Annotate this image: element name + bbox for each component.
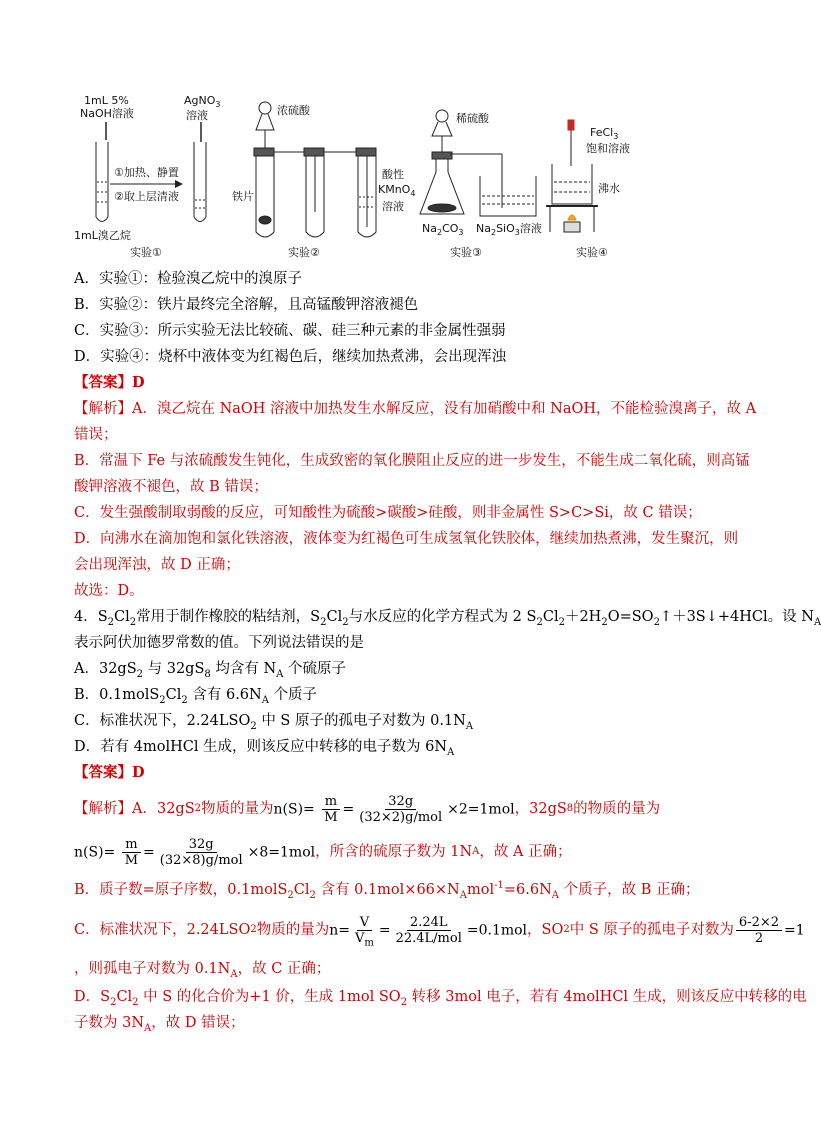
- q3-explanation-a-line1: 【解析】A．溴乙烷在 NaOH 溶液中加热发生水解反应，没有加硝酸中和 NaOH，不能检验溴离子，故 A: [74, 401, 757, 417]
- label-agno3: AgNO$_3$: [184, 94, 221, 109]
- label-dil-h2so4: 稀硫酸: [456, 112, 489, 125]
- label-iron: 铁片: [232, 190, 254, 203]
- label-exp-4: 实验④: [576, 246, 608, 259]
- q4-stem-line1: 4．$S_2Cl_2$常用于制作橡胶的粘结剂，$S_2Cl_2$与水反应的化学方程式为 2 $S_2Cl_2+2H_2O=SO_2↑+3S↓+4HCl$。设 $N_A$: [74, 609, 821, 628]
- formula-lone-pair: $\frac{6-2\times 2}{2}$ =1: [734, 915, 805, 946]
- label-acid: 酸性: [382, 168, 404, 181]
- q4-option-d: D．若有 4molHCl 生成，则该反应中转移的电子数为 $6N_A$: [74, 739, 455, 758]
- q4-option-c: C．标准状况下，$2.24LSO_2$ 中 S 原子的孤电子对数为 $0.1N_A$: [74, 713, 474, 732]
- apparatus-figure: [70, 92, 730, 264]
- label-kmno4: KMnO$_4$: [378, 183, 416, 198]
- q4-option-b: B．$0.1molS_2Cl_2$ 含有 $6.6N_A$ 个质子: [74, 687, 318, 706]
- q4-explanation-a-line2: n(S)= $\frac{m}{M}$ = $\frac{32g}{\text{(32×8)g/mol}}$ ×8=1mol ，所含的硫原子数为 1N A ，故 A 正确；: [74, 836, 572, 868]
- label-bromoethane: 1mL溴乙烷: [74, 229, 131, 242]
- experiment-diagram: [70, 92, 730, 264]
- q4-option-a: A．$32gS_2$ 与 $32gS_8$ 均含有 $N_A$ 个硫原子: [74, 661, 347, 680]
- q3-option-d: D．实验④：烧杯中液体变为红褐色后，继续加热煮沸，会出现浑浊: [74, 349, 507, 365]
- label-na2co3: $Na_2CO_3$: [422, 222, 464, 237]
- experiment-3-apparatus: [420, 110, 536, 216]
- label-exp-2: 实验②: [288, 246, 320, 259]
- q3-explanation-b-line2: 酸钾溶液不褪色，故 B 错误；: [74, 479, 268, 495]
- label-naoh: 1mL 5%: [84, 94, 129, 107]
- q3-explanation-c: C．发生强酸制取弱酸的反应，可知酸性为硫酸>碳酸>硅酸，则非金属性 S>C>Si，故 C 错误；: [74, 505, 702, 521]
- formula-a1: n(S)= $\frac{m}{M}$ = $\frac{32g}{\text{(32×2)g/mol}}$ ×2=1mol: [273, 793, 515, 825]
- label-exp-1: 实验①: [130, 246, 162, 259]
- label-fecl3-saturated: 饱和溶液: [586, 142, 630, 155]
- label-fecl3: FeCl$_3$: [590, 126, 619, 141]
- label-step-1: ①加热、静置: [114, 166, 179, 179]
- formula-a2: n(S)= $\frac{m}{M}$ = $\frac{32g}{\text{(32×8)g/mol}}$ ×8=1mol: [74, 836, 316, 868]
- q4-explanation-d-line1: D．$S_2Cl_2$ 中 S 的化合价为+1 价，生成 1mol $SO_2$ 转移 3mol 电子，若有 4molHCl 生成，则该反应中转移的电: [74, 989, 807, 1008]
- q4-explanation-c-line2: ，则孤电子对数为 $0.1N_A$，故 C 正确；: [74, 961, 331, 980]
- q3-option-b: B．实验②：铁片最终完全溶解，且高锰酸钾溶液褪色: [74, 297, 419, 313]
- q4-explanation-d-line2: 子数为 $3N_A$，故 D 错误；: [74, 1015, 245, 1034]
- q4-explanation-c-line1: C．标准状况下，2.24LSO 2 物质的量为 n= $\frac{V}{V_m}$ = $\frac{2.24L}{\text{22.4L/mol}}$ =0.1mol ，SO 2 中 S 原子的孤电子对数为 $\frac{6-2\times 2}{2}$ =1: [74, 914, 805, 949]
- q4-answer: 【答案】D: [74, 764, 145, 781]
- label-step-2: ②取上层清液: [114, 190, 179, 203]
- label-boiling-water: 沸水: [598, 182, 620, 195]
- label-conc-h2so4: 浓硫酸: [277, 104, 310, 117]
- q3-explanation-a-line2: 错误；: [74, 427, 118, 443]
- q4-stem-line2: 表示阿伏加德罗常数的值。下列说法错误的是: [74, 635, 364, 651]
- label-exp-3: 实验③: [450, 246, 482, 259]
- label-agno3-solution: 溶液: [186, 109, 208, 122]
- q3-explanation-d-line1: D．向沸水在滴加饱和氯化铁溶液，液体变为红褐色可生成氢氧化铁胶体，继续加热煮沸，发生聚沉，则: [74, 531, 739, 547]
- q3-explanation-b-line1: B．常温下 Fe 与浓硫酸发生钝化，生成致密的氧化膜阻止反应的进一步发生，不能生成二氧化硫，则高锰: [74, 453, 750, 469]
- q4-explanation-a-line1: 【解析】A．32gS 2 物质的量为 n(S)= $\frac{m}{M}$ = $\frac{32g}{\text{(32×2)g/mol}}$ ×2=1mol ， 32gS 8 的物质的量为: [74, 793, 661, 825]
- formula-c: n= $\frac{V}{V_m}$ = $\frac{2.24L}{\text{22.4L/mol}}$ =0.1mol: [329, 914, 528, 949]
- q3-choice: 故选：D。: [74, 583, 144, 599]
- q3-answer: 【答案】D: [74, 374, 145, 391]
- q3-explanation-d-line2: 会出现浑浊，故 D 正确；: [74, 557, 240, 573]
- q4-explanation-b: B．质子数=原子序数，$0.1molS_2Cl_2$ 含有 $0.1mol\times 66\times N_Amol^{-1}=6.6N_A$ 个质子，故 B 正确；: [74, 880, 700, 901]
- experiment-2-apparatus: [254, 102, 376, 237]
- q3-option-a: A．实验①：检验溴乙烷中的溴原子: [74, 271, 302, 287]
- label-naoh-solution: NaOH溶液: [80, 107, 134, 120]
- q3-option-c: C．实验③：所示实验无法比较硫、碳、硅三种元素的非金属性强弱: [74, 323, 506, 339]
- label-kmno4-solution: 溶液: [382, 200, 404, 213]
- label-na2sio3: $Na_2SiO_3$溶液: [476, 222, 542, 237]
